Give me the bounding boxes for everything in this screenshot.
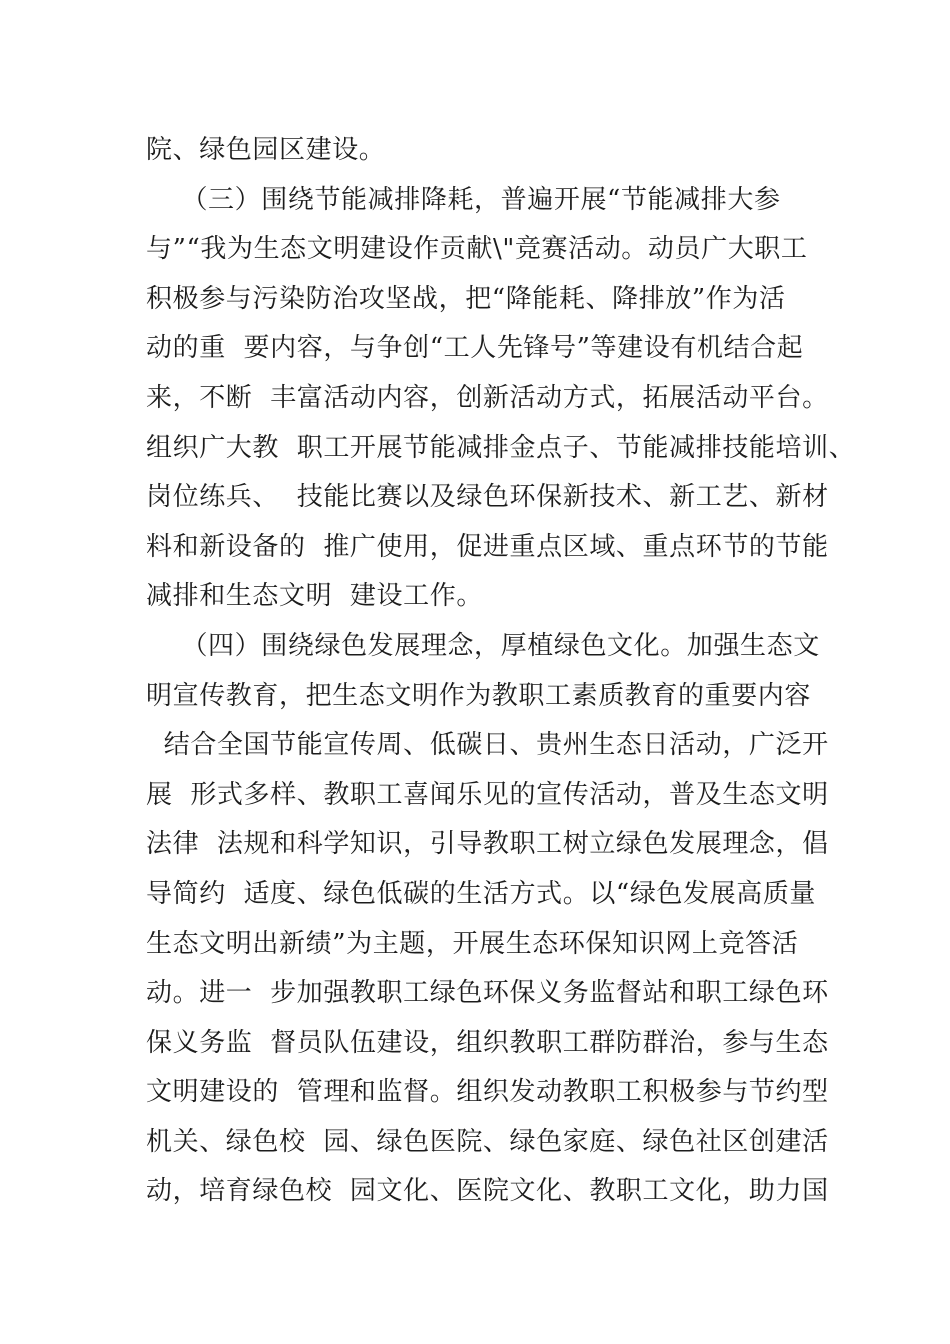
text-line: 展 形式多样、教职工喜闻乐见的宣传活动，普及生态文明 xyxy=(146,779,829,810)
text-line: 文明建设的 管理和监督。组织发动教职工积极参与节约型 xyxy=(146,1077,829,1108)
text-line: 保义务监 督员队伍建设，组织教职工群防群治，参与生态 xyxy=(146,1027,829,1058)
text-line: 与”“我为生态文明建设作贡献\"竞赛活动。动员广大职工 xyxy=(146,234,808,265)
text-line: 机关、绿色校 园、绿色医院、绿色家庭、绿色社区创建活 xyxy=(146,1126,829,1157)
text-line: 来，不断 丰富活动内容，创新活动方式，拓展活动平台。 xyxy=(146,382,829,413)
text-line: 结合全国节能宣传周、低碳日、贵州生态日活动，广泛开 xyxy=(146,730,829,761)
text-line: 岗位练兵、 技能比赛以及绿色环保新技术、新工艺、新材 xyxy=(146,482,829,513)
text-line: 组织广大教 职工开展节能减排金点子、节能减排技能培训、 xyxy=(146,432,856,463)
text-line: 动的重 要内容，与争创“工人先锋号”等建设有机结合起 xyxy=(146,333,804,364)
body-text xyxy=(146,126,856,1217)
text-line: 动。进一 步加强教职工绿色环保义务监督站和职工绿色环 xyxy=(146,978,829,1009)
text-line: 减排和生态文明 建设工作。 xyxy=(146,581,483,612)
text-line: 动，培育绿色校 园文化、医院文化、教职工文化，助力国 xyxy=(146,1176,829,1207)
text-line: 导简约 适度、绿色低碳的生活方式。以“绿色发展高质量 xyxy=(146,878,817,909)
text-line: （四）围绕绿色发展理念，厚植绿色文化。加强生态文 xyxy=(146,630,820,661)
text-line: 料和新设备的 推广使用，促进重点区域、重点环节的节能 xyxy=(146,531,829,562)
text-line: 院、绿色园区建设。 xyxy=(146,135,386,165)
text-line: （三）围绕节能减排降耗，普遍开展“节能减排大参 xyxy=(146,184,781,215)
text-line: 生态文明出新绩”为主题，开展生态环保知识网上竞答活 xyxy=(146,928,799,959)
text-line: 明宣传教育，把生态文明作为教职工素质教育的重要内容 xyxy=(146,680,812,711)
text-line: 积极参与污染防治攻坚战，把“降能耗、降排放”作为活 xyxy=(146,283,786,314)
text-line: 法律 法规和科学知识，引导教职工树立绿色发展理念，倡 xyxy=(146,829,829,860)
